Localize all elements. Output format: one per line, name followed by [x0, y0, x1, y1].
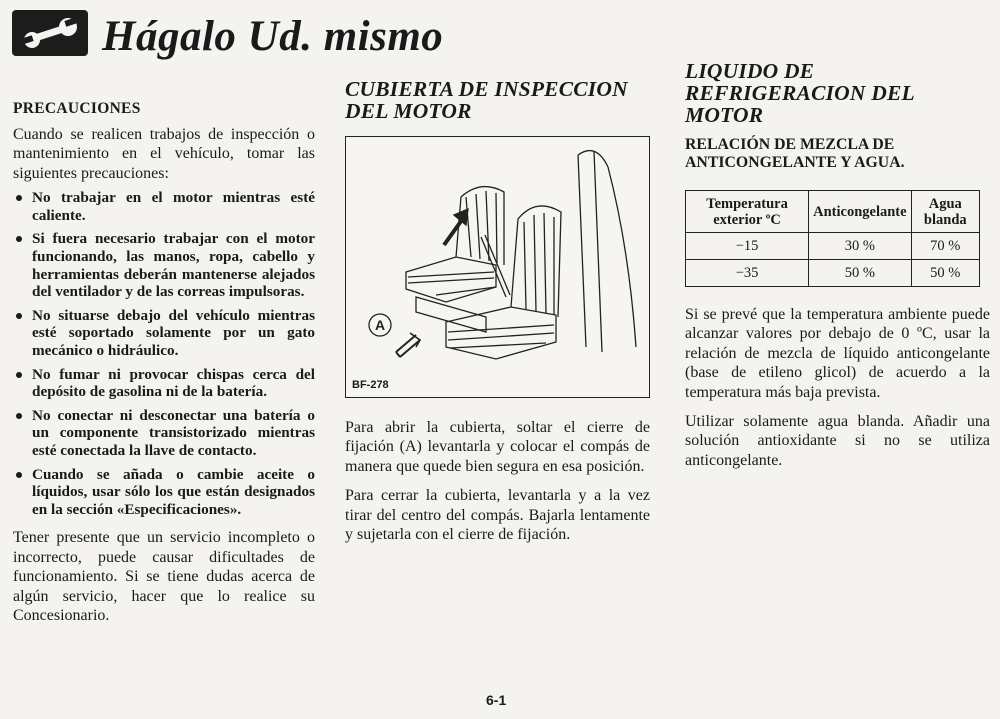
table-cell: 70 %: [911, 233, 979, 260]
coolant-paragraph-1: Si se prevé que la temperatura ambiente puede alcanzar valores por debajo de 0 ºC, usar la relación de mezcla de líquido anticongelante (base de etileno glicol) de acuerdo a la temperatura más baja prevista.: [685, 306, 990, 401]
list-item-text: No conectar ni desconectar una batería o un componente transistorizado mientras esté conectada la llave de contacto.: [32, 406, 315, 459]
precautions-heading: PRECAUCIONES: [13, 100, 141, 117]
table-header-row: [686, 191, 980, 233]
precautions-closing: Tener presente que un servicio incompleto o incorrecto, puede causar dificultades de funcionamiento. Si se tiene dudas acerca de algún servicio, hacer que lo realice su Concesionario.: [13, 529, 315, 624]
page-number: 6-1: [486, 692, 507, 708]
list-item-text: No fumar ni provocar chispas cerca del depósito de gasolina ni de la batería.: [32, 365, 315, 401]
table-cell: 50 %: [911, 260, 979, 287]
list-item: [13, 230, 315, 300]
table-cell: 50 %: [809, 260, 911, 287]
figure-code: BF-278: [352, 379, 389, 391]
coolant-paragraph-2: Utilizar solamente agua blanda. Añadir una solución antioxidante si no se utiliza anticongelante.: [685, 413, 990, 469]
table-cell: −35: [686, 260, 809, 287]
engine-cover-open-text: Para abrir la cubierta, soltar el cierre de fijación (A) levantarla y colocar el compás de manera que quede bien segura en esa posición.: [345, 419, 650, 475]
wrench-icon: [12, 10, 88, 56]
bullet-icon: [16, 313, 22, 319]
table-header-cell: Temperatura exterior ºC: [686, 191, 809, 233]
coolant-title: LIQUIDO DE REFRIGERACION DEL MOTOR: [685, 59, 915, 127]
table-row: [686, 233, 980, 260]
bullet-icon: [16, 472, 22, 478]
coolant-mix-table: [685, 190, 980, 287]
engine-cover-close-text: Para cerrar la cubierta, levantarla y a la vez tirar del centro del compás. Bajarla lentamente y sujetarla con el cierre de fijación.: [345, 487, 650, 544]
list-item: [13, 466, 315, 519]
bullet-icon: [16, 413, 22, 419]
coolant-subtitle: RELACIÓN DE MEZCLA DE ANTICONGELANTE Y AGUA.: [685, 136, 905, 171]
precautions-section: [13, 100, 315, 625]
coolant-section: [685, 60, 990, 480]
list-item: [13, 189, 315, 224]
table-header-cell: Agua blanda: [911, 191, 979, 233]
precautions-intro: Cuando se realicen trabajos de inspección o mantenimiento en el vehículo, tomar las siguientes precauciones:: [13, 126, 315, 182]
table-header-cell: Anticongelante: [809, 191, 911, 233]
table-cell: 30 %: [809, 233, 911, 260]
engine-cover-title: CUBIERTA DE INSPECCION DEL MOTOR: [345, 77, 628, 123]
list-item-text: No situarse debajo del vehículo mientras esté soportado solamente por un gato mecánico o hidráulico.: [32, 306, 315, 359]
engine-cover-figure: [345, 136, 650, 398]
list-item-text: Cuando se añada o cambie aceite o líquidos, usar sólo los que están designados en la sección «Especificaciones».: [32, 465, 315, 518]
bullet-icon: [16, 236, 22, 242]
table-row: [686, 260, 980, 287]
bullet-icon: [16, 195, 22, 201]
cab-seat-illustration: [346, 137, 649, 397]
table-cell: −15: [686, 233, 809, 260]
figure-callout-label: A: [374, 317, 386, 333]
precautions-list: [13, 189, 315, 518]
bullet-icon: [16, 372, 22, 378]
list-item: [13, 366, 315, 401]
list-item: [13, 407, 315, 460]
list-item-text: Si fuera necesario trabajar con el motor funcionando, las manos, ropa, cabello y herramientas deberán mantenerse alejados del ventilador y de las correas impulsoras.: [32, 230, 315, 301]
list-item-text: No trabajar en el motor mientras esté caliente.: [32, 189, 315, 224]
list-item: [13, 307, 315, 360]
page-title: Hágalo Ud. mismo: [102, 13, 444, 60]
engine-cover-section: [345, 78, 650, 544]
